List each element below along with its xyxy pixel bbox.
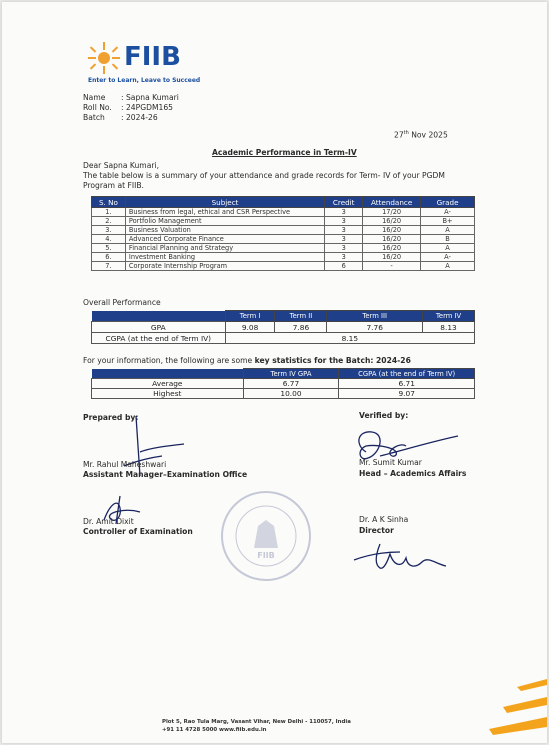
cell-subject: Business Valuation bbox=[125, 226, 324, 235]
roll-label: Roll No. bbox=[83, 103, 112, 112]
table-row bbox=[92, 208, 475, 217]
key-statistics-table bbox=[91, 368, 475, 399]
cell-credit: 3 bbox=[325, 226, 363, 235]
cell-attendance: 16/20 bbox=[363, 235, 421, 244]
table-row bbox=[92, 226, 475, 235]
name-label: Name bbox=[83, 93, 106, 102]
cell-attendance: 16/20 bbox=[363, 217, 421, 226]
cell-grade: A- bbox=[421, 253, 475, 262]
subjects-table bbox=[91, 196, 475, 271]
cell-credit: 3 bbox=[325, 217, 363, 226]
cell-sno: 3. bbox=[92, 226, 126, 235]
term-3-header: Term III bbox=[327, 311, 423, 322]
salutation: Dear Sapna Kumari, bbox=[83, 161, 159, 170]
date-suffix: th bbox=[403, 130, 409, 136]
footer-contact: +91 11 4728 5000 www.fiib.edu.in bbox=[162, 727, 267, 733]
logo-tagline: Enter to Learn, Leave to Succeed bbox=[88, 77, 201, 84]
cell-credit: 3 bbox=[325, 208, 363, 217]
stat-cgpa: 9.07 bbox=[339, 389, 475, 399]
cell-attendance: 16/20 bbox=[363, 253, 421, 262]
cell-subject: Corporate Internship Program bbox=[125, 262, 324, 271]
cell-credit: 3 bbox=[325, 244, 363, 253]
director-name: Dr. A K Sinha bbox=[359, 515, 409, 524]
letter-title: Academic Performance in Term-IV bbox=[212, 148, 357, 157]
cgpa-value: 8.15 bbox=[225, 333, 474, 344]
col-subject: Subject bbox=[125, 197, 324, 208]
col-sno: S. No bbox=[92, 197, 126, 208]
cell-subject: Financial Planning and Strategy bbox=[125, 244, 324, 253]
cell-attendance: 17/20 bbox=[363, 208, 421, 217]
sunburst-logo-icon bbox=[84, 40, 124, 76]
table-row bbox=[92, 235, 475, 244]
stats-header-row bbox=[92, 369, 475, 379]
stats-heading bbox=[83, 356, 411, 366]
batch-value: : 2024-26 bbox=[121, 113, 158, 122]
cell-grade: B+ bbox=[421, 217, 475, 226]
prepared-by-label: Prepared by: bbox=[83, 413, 139, 422]
stat-gpa: 6.77 bbox=[243, 379, 339, 389]
term-4-header: Term IV bbox=[423, 311, 475, 322]
controller-name: Dr. Amit Dixit bbox=[83, 517, 134, 526]
stats-heading-bold: key statistics for the Batch: 2024-26 bbox=[254, 356, 411, 365]
verified-by-label: Verified by: bbox=[359, 411, 409, 420]
gpa-label: GPA bbox=[92, 322, 226, 333]
term-1-header: Term I bbox=[225, 311, 275, 322]
institution-seal-image bbox=[218, 488, 314, 584]
stats-header-spacer bbox=[92, 369, 244, 379]
table-row bbox=[92, 389, 475, 399]
cell-grade: A bbox=[421, 262, 475, 271]
prepared-by-name: Mr. Rahul Maheshwari bbox=[83, 460, 167, 469]
stats-heading-text: For your information, the following are some bbox=[83, 356, 255, 365]
table-row bbox=[92, 262, 475, 271]
date-day: 27 bbox=[394, 130, 404, 140]
batch-label: Batch bbox=[83, 113, 105, 122]
svg-text:FIIB: FIIB bbox=[257, 551, 275, 560]
stat-label: Average bbox=[92, 379, 244, 389]
cell-grade: A bbox=[421, 244, 475, 253]
letter-body bbox=[83, 161, 523, 191]
footer-address: Plot 5, Rao Tula Marg, Vasant Vihar, New Delhi - 110057, India bbox=[162, 719, 351, 725]
gpa-term-1: 9.08 bbox=[225, 322, 275, 333]
header-spacer bbox=[92, 311, 226, 322]
date-month-year: Nov 2025 bbox=[408, 130, 448, 140]
table-row bbox=[92, 253, 475, 262]
cell-credit: 3 bbox=[325, 253, 363, 262]
roll-value: : 24PGDM165 bbox=[121, 103, 173, 112]
verified-by-title: Head – Academics Affairs bbox=[359, 469, 467, 478]
cell-sno: 5. bbox=[92, 244, 126, 253]
stat-gpa: 10.00 bbox=[243, 389, 339, 399]
signature-sinha-image bbox=[350, 538, 450, 574]
cell-attendance: - bbox=[363, 262, 421, 271]
cell-sno: 6. bbox=[92, 253, 126, 262]
issue-date bbox=[394, 128, 448, 141]
prepared-by-title: Assistant Manager–Examination Office bbox=[83, 470, 248, 479]
cell-subject: Portfolio Management bbox=[125, 217, 324, 226]
gpa-term-2: 7.86 bbox=[275, 322, 327, 333]
student-info bbox=[83, 93, 179, 123]
gpa-term-4: 8.13 bbox=[423, 322, 475, 333]
stats-col-term4-gpa: Term IV GPA bbox=[243, 369, 339, 379]
subjects-header-row bbox=[92, 197, 475, 208]
cell-credit: 3 bbox=[325, 235, 363, 244]
stat-cgpa: 6.71 bbox=[339, 379, 475, 389]
table-row bbox=[92, 379, 475, 389]
cgpa-row bbox=[92, 333, 475, 344]
cell-credit: 6 bbox=[325, 262, 363, 271]
gpa-row bbox=[92, 322, 475, 333]
stats-col-cgpa: CGPA (at the end of Term IV) bbox=[339, 369, 475, 379]
cell-subject: Advanced Corporate Finance bbox=[125, 235, 324, 244]
cgpa-label: CGPA (at the end of Term IV) bbox=[92, 333, 226, 344]
table-row bbox=[92, 244, 475, 253]
stat-label: Highest bbox=[92, 389, 244, 399]
intro-line-2: Program at FIIB. bbox=[83, 181, 144, 190]
cell-sno: 1. bbox=[92, 208, 126, 217]
cell-grade: A- bbox=[421, 208, 475, 217]
gpa-term-3: 7.76 bbox=[327, 322, 423, 333]
col-grade: Grade bbox=[421, 197, 475, 208]
verified-by-name: Mr. Sumit Kumar bbox=[359, 458, 422, 467]
cell-subject: Investment Banking bbox=[125, 253, 324, 262]
certificate-page bbox=[2, 2, 547, 743]
cell-sno: 2. bbox=[92, 217, 126, 226]
corner-stripes-decoration bbox=[477, 673, 547, 743]
cell-sno: 7. bbox=[92, 262, 126, 271]
term-2-header: Term II bbox=[275, 311, 327, 322]
cell-attendance: 16/20 bbox=[363, 244, 421, 253]
logo-wordmark: FIIB bbox=[124, 42, 181, 72]
cell-attendance: 16/20 bbox=[363, 226, 421, 235]
fiib-logo bbox=[84, 40, 214, 90]
cell-grade: A bbox=[421, 226, 475, 235]
cell-subject: Business from legal, ethical and CSR Perspective bbox=[125, 208, 324, 217]
cell-sno: 4. bbox=[92, 235, 126, 244]
col-credit: Credit bbox=[325, 197, 363, 208]
controller-title: Controller of Examination bbox=[83, 527, 193, 536]
director-title: Director bbox=[359, 526, 394, 535]
overall-performance-table bbox=[91, 310, 475, 344]
col-attendance: Attendance bbox=[363, 197, 421, 208]
terms-header-row bbox=[92, 311, 475, 322]
intro-line-1: The table below is a summary of your attendance and grade records for Term- IV of your PGDM bbox=[83, 171, 445, 180]
cell-grade: B bbox=[421, 235, 475, 244]
name-value: : Sapna Kumari bbox=[121, 93, 179, 102]
table-row bbox=[92, 217, 475, 226]
overall-heading: Overall Performance bbox=[83, 298, 161, 307]
